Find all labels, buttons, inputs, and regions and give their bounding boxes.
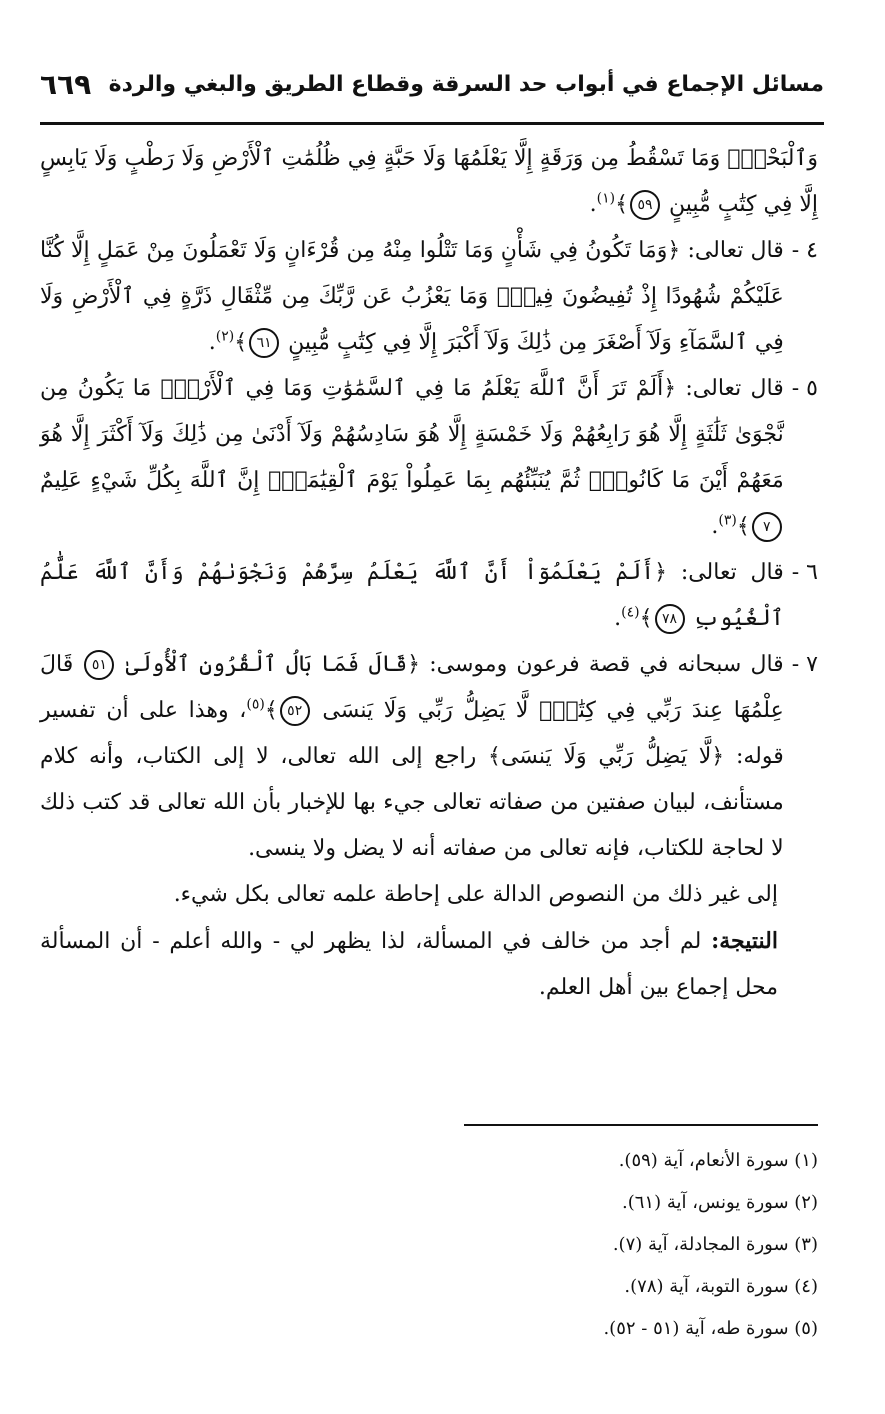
period: . [208,330,216,355]
list-item-6 [40,550,818,642]
closing-paragraph: إلى غير ذلك من النصوص الدالة على إحاطة علمه تعالى بكل شيء. [173,882,778,907]
item-text [40,642,784,872]
quran-text: قَالَ فَمَا بَالُ ٱلْقُرُونِ ٱلْأُولَىٰ [125,652,408,677]
period: . [589,192,597,217]
quran-close-bracket: ﴾ [615,192,628,217]
footnote: (٤) سورة التوبة، آية (٧٨). [624,1276,818,1297]
quran-quote: لَّا يَضِلُّ رَبِّي وَلَا يَنسَى [500,744,712,769]
item-lead: قال تعالى: [685,376,784,401]
page-header [40,68,824,116]
quran-text: قَالَ عِلْمُهَا عِندَ رَبِّي فِي كِتَٰبٍۖ لَّا يَضِلُّ رَبِّي وَلَا يَنسَى [40,652,784,723]
main-text [40,136,818,1011]
footnote: (٣) سورة المجادلة، آية (٧). [612,1234,818,1255]
list-item-5 [40,366,818,550]
quran-close-bracket: ﴾ [639,606,653,631]
ayah-number-marker: ٧٨ [655,604,685,634]
footnotes [400,1140,818,1350]
quran-close-bracket: ﴾ [488,744,501,769]
continuation-paragraph [40,136,818,228]
quran-close-bracket: ﴾ [264,698,278,723]
quran-text: أَلَمْ تَرَ أَنَّ ٱللَّهَ يَعْلَمُ مَا فِي ٱلسَّمَٰوَٰتِ وَمَا فِي ٱلْأَرْضِۖ مَا يَكُونُ مِن نَّجْوَىٰ ثَلَٰثَةٍ إِلَّا هُوَ رَابِعُهُمْ وَلَا خَمْسَةٍ إِلَّا هُوَ سَادِسُهُمْ وَلَآ أَدْنَىٰ مِن ذَٰلِكَ وَلَآ أَكْثَرَ إِلَّا هُوَ مَعَهُمْ أَيْنَ مَا كَانُواْۖ ثُمَّ يُنَبِّئُهُم بِمَا عَمِلُواْ يَوْمَ ٱلْقِيَٰمَةِۚ إِنَّ ٱللَّهَ بِكُلِّ شَيْءٍ عَلِيمٌ [40,376,784,493]
result-label: النتيجة: [711,928,778,954]
ayah-number-marker: ٥٩ [630,190,660,220]
running-title: مسائل الإجماع في أبواب حد السرقة وقطاع الطريق والبغي والردة [108,72,824,97]
item-text [40,228,784,366]
ayah-number-marker: ٦١ [249,328,279,358]
item-number: ٦ - [791,560,818,585]
footnote-ref: (١) [596,190,616,207]
item-commentary: راجع إلى الله تعالى، لا إلى الكتاب، وأنه كلام مستأنف، لبيان صفتين من صفاته تعالى جيء بها للإخبار بأن الله تعالى قد كتب ذلك لا لحاجة للكتاب، فإنه تعالى من صفاته أنه لا يضل ولا ينسى. [40,744,784,861]
item-lead: قال تعالى: [680,560,784,585]
footnote-ref: (٥) [246,696,265,713]
item-text [40,550,784,642]
footnote-ref: (٢) [215,328,235,345]
header-rule [40,122,824,125]
quran-open-bracket: ﴿ [654,560,667,585]
footnote-ref: (٣) [718,512,737,529]
result-paragraph [40,918,818,1011]
period: . [614,606,622,631]
quran-text: وَمَا تَكُونُ فِي شَأْنٍ وَمَا تَتْلُوا مِنْهُ مِن قُرْءَانٍ وَلَا تَعْمَلُونَ مِنْ عَمَلٍ إِلَّا كُنَّا عَلَيْكُمْ شُهُودًا إِذْ تُفِيضُونَ فِيهِۚ وَمَا يَعْزُبُ عَن رَّبِّكَ مِن مِّثْقَالِ ذَرَّةٍ فِي ٱلْأَرْضِ وَلَا فِي ٱلسَّمَآءِ وَلَآ أَصْغَرَ مِن ذَٰلِكَ وَلَآ أَكْبَرَ إِلَّا فِي كِتَٰبٍ مُّبِينٍ [40,238,784,355]
footnote: (٥) سورة طه، آية (٥١ - ٥٢). [603,1318,818,1339]
item-text [40,366,784,550]
list-item-4 [40,228,818,366]
list-item-7 [40,642,818,872]
ayah-number-marker: ٥٢ [280,696,310,726]
footnote: (٢) سورة يونس، آية (٦١). [622,1192,818,1213]
item-commentary: ، وهذا على أن تفسير قوله: [40,698,784,769]
quran-open-bracket: ﴿ [407,652,421,677]
quran-open-bracket: ﴿ [667,238,681,263]
quran-close-bracket: ﴾ [234,330,248,355]
page-number: ٦٦٩ [40,68,92,101]
item-lead: قال تعالى: [687,238,784,263]
result-text: لم أجد من خالف في المسألة، لذا يظهر لي - والله أعلم - أن المسألة محل إجماع بين أهل العلم. [40,929,778,1000]
footnote-ref: (٤) [621,604,640,621]
quran-open-bracket: ﴿ [711,744,725,769]
item-number: ٤ - [791,238,818,263]
item-number: ٧ - [791,652,818,677]
ayah-number-marker: ٧ [752,512,782,542]
footnote: (١) سورة الأنعام، آية (٥٩). [618,1150,818,1171]
quran-open-bracket: ﴿ [663,376,677,401]
quran-text: وَٱلْبَحْرِۚ وَمَا تَسْقُطُ مِن وَرَقَةٍ إِلَّا يَعْلَمُهَا وَلَا حَبَّةٍ فِي ظُلُمَٰتِ ٱلْأَرْضِ وَلَا رَطْبٍ وَلَا يَابِسٍ إِلَّا فِي كِتَٰبٍ مُّبِينٍ [40,146,819,217]
quran-close-bracket: ﴾ [736,514,750,539]
period: . [711,514,719,539]
quran-text: أَلَمْ يَعْلَمُوٓاْ أَنَّ ٱللَّهَ يَعْلَمُ سِرَّهُمْ وَنَجْوَىٰهُمْ وَأَنَّ ٱللَّهَ عَلَّٰمُ ٱلْغُيُوبِ [40,560,784,631]
item-number: ٥ - [791,376,818,401]
item-lead: قال سبحانه في قصة فرعون وموسى: [429,652,784,677]
ayah-number-marker: ٥١ [84,650,114,680]
footnote-rule [464,1124,818,1126]
